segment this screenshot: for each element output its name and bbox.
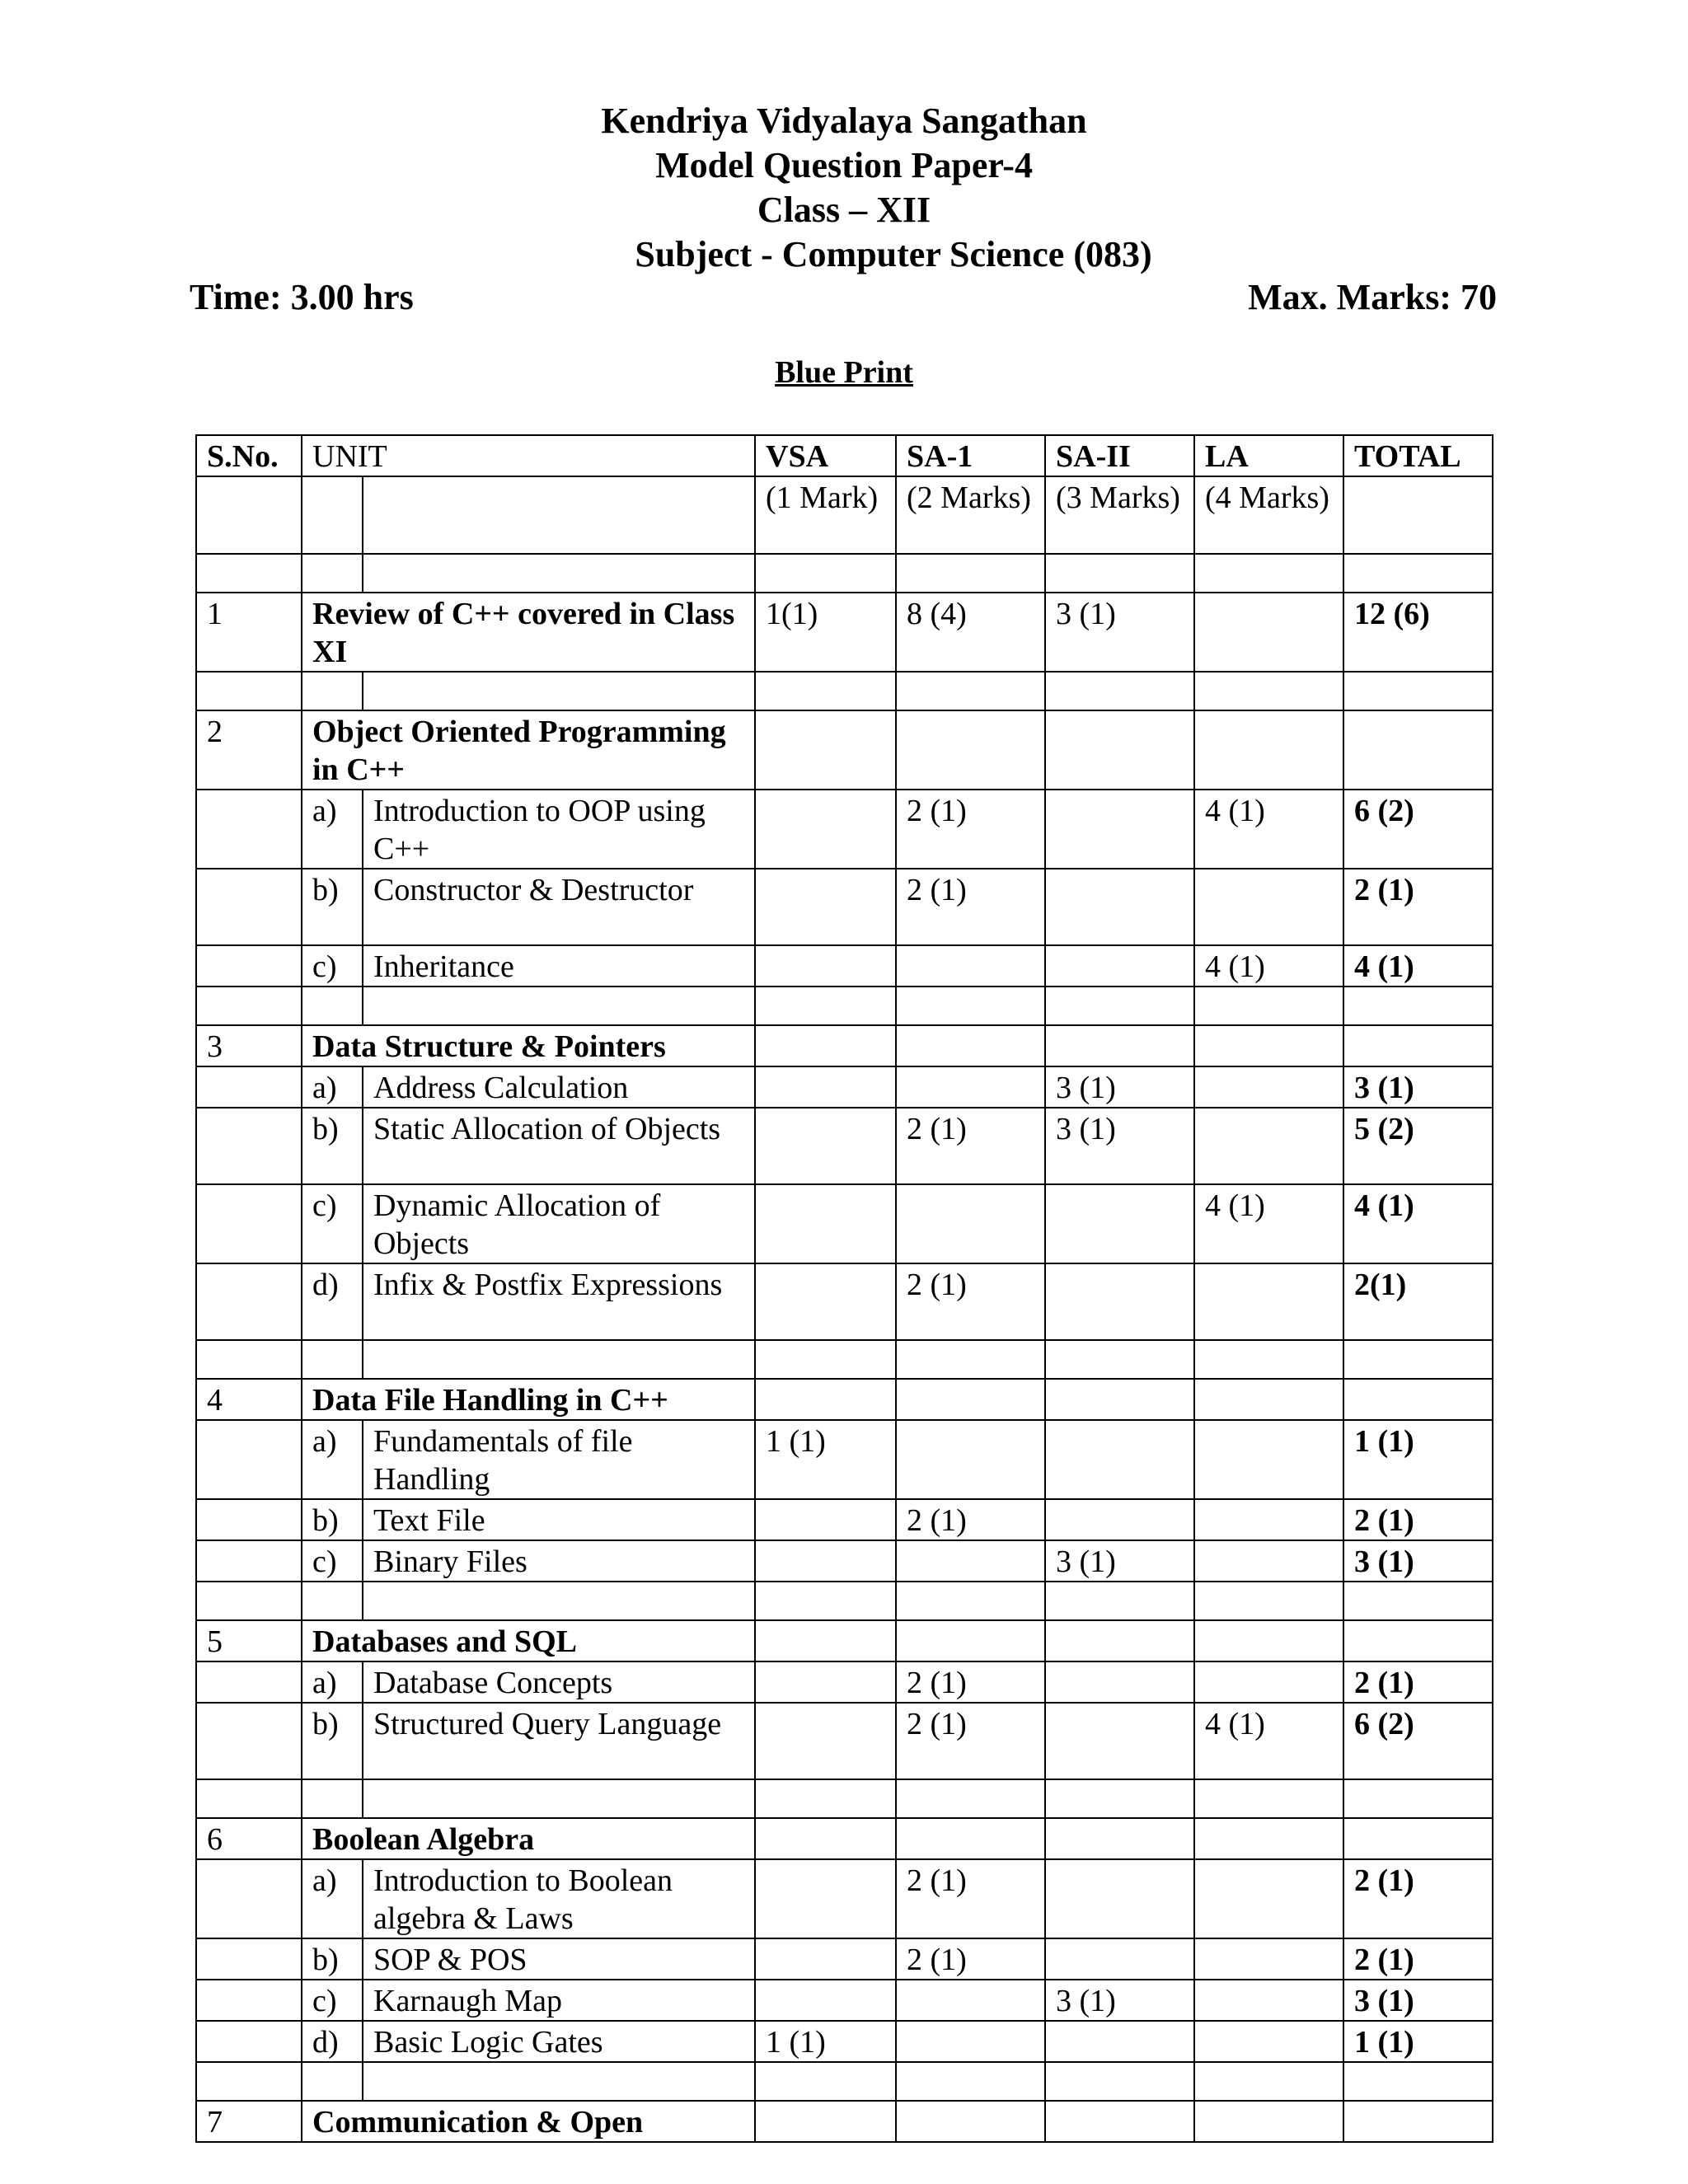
topic-letter-cell: a)	[302, 790, 363, 869]
vsa-cell	[755, 1263, 896, 1340]
total-cell: 4 (1)	[1343, 1184, 1493, 1263]
sa1-cell: 2 (1)	[896, 869, 1045, 945]
table-cell	[196, 869, 302, 945]
la-cell	[1194, 1938, 1343, 1980]
table-cell	[1343, 1582, 1493, 1620]
table-cell	[1194, 1582, 1343, 1620]
table-cell	[196, 1108, 302, 1184]
table-cell	[896, 987, 1045, 1025]
topic-row	[196, 1980, 1493, 2021]
table-cell	[302, 1340, 363, 1379]
unit-name-cell: Object Oriented Programming in C++	[302, 710, 755, 790]
total-cell: 3 (1)	[1343, 1540, 1493, 1582]
table-cell	[363, 987, 755, 1025]
la-cell	[1194, 1661, 1343, 1703]
sa2-cell	[1045, 1661, 1194, 1703]
la-cell	[1194, 1859, 1343, 1938]
table-cell	[196, 1499, 302, 1540]
sa1-cell: 2 (1)	[896, 790, 1045, 869]
sa1-cell	[896, 2101, 1045, 2142]
topic-row	[196, 1703, 1493, 1779]
header-la: LA	[1194, 435, 1343, 476]
table-subheader-row	[196, 476, 1493, 554]
table-cell	[196, 1779, 302, 1818]
subheader-sa2: (3 Marks)	[1045, 476, 1194, 554]
table-cell	[196, 1066, 302, 1108]
sa2-cell	[1045, 2101, 1194, 2142]
table-cell	[896, 554, 1045, 593]
table-cell	[896, 672, 1045, 710]
la-cell: 4 (1)	[1194, 1703, 1343, 1779]
topic-row	[196, 1540, 1493, 1582]
vsa-cell	[755, 710, 896, 790]
header-total: TOTAL	[1343, 435, 1493, 476]
la-cell	[1194, 2021, 1343, 2062]
topic-letter-cell: b)	[302, 1108, 363, 1184]
unit-name-cell: Data File Handling in C++	[302, 1379, 755, 1420]
table-cell	[1343, 2062, 1493, 2101]
table-cell	[1045, 672, 1194, 710]
table-cell	[755, 987, 896, 1025]
topic-name-cell: Constructor & Destructor	[363, 869, 755, 945]
topic-row	[196, 1108, 1493, 1184]
table-cell	[755, 672, 896, 710]
unit-name-cell: Data Structure & Pointers	[302, 1025, 755, 1066]
sa1-cell	[896, 1980, 1045, 2021]
topic-row	[196, 1661, 1493, 1703]
sno-cell: 7	[196, 2101, 302, 2142]
vsa-cell: 1(1)	[755, 593, 896, 672]
vsa-cell	[755, 790, 896, 869]
table-cell	[896, 1340, 1045, 1379]
table-cell	[363, 2062, 755, 2101]
topic-row	[196, 1066, 1493, 1108]
la-cell	[1194, 710, 1343, 790]
vsa-cell	[755, 1980, 896, 2021]
sa2-cell	[1045, 945, 1194, 987]
la-cell	[1194, 1379, 1343, 1420]
vsa-cell	[755, 1499, 896, 1540]
total-cell: 1 (1)	[1343, 1420, 1493, 1499]
topic-name-cell: Structured Query Language	[363, 1703, 755, 1779]
table-cell	[1194, 2062, 1343, 2101]
table-cell	[1343, 1340, 1493, 1379]
sa2-cell: 3 (1)	[1045, 1108, 1194, 1184]
table-cell	[196, 1938, 302, 1980]
sa1-cell	[896, 1184, 1045, 1263]
total-cell: 4 (1)	[1343, 945, 1493, 987]
total-cell: 2 (1)	[1343, 1661, 1493, 1703]
table-cell	[755, 554, 896, 593]
table-cell	[302, 476, 363, 554]
topic-name-cell: Basic Logic Gates	[363, 2021, 755, 2062]
table-cell	[1343, 476, 1493, 554]
la-cell	[1194, 1818, 1343, 1859]
topic-letter-cell: c)	[302, 945, 363, 987]
table-cell	[196, 1420, 302, 1499]
topic-row	[196, 1938, 1493, 1980]
sa2-cell	[1045, 1420, 1194, 1499]
topic-row	[196, 1184, 1493, 1263]
table-cell	[196, 1540, 302, 1582]
vsa-cell	[755, 1620, 896, 1661]
org-title: Kendriya Vidyalaya Sangathan	[601, 101, 1087, 141]
total-cell	[1343, 710, 1493, 790]
blue-print-title: Blue Print	[775, 355, 913, 390]
total-cell	[1343, 1025, 1493, 1066]
topic-name-cell: Binary Files	[363, 1540, 755, 1582]
table-cell	[196, 1661, 302, 1703]
sa2-cell	[1045, 1263, 1194, 1340]
table-cell	[755, 1582, 896, 1620]
table-cell	[196, 945, 302, 987]
table-cell	[302, 987, 363, 1025]
sa1-cell	[896, 1818, 1045, 1859]
table-cell	[196, 1980, 302, 2021]
table-cell	[896, 2062, 1045, 2101]
topic-row	[196, 945, 1493, 987]
sa1-cell: 2 (1)	[896, 1661, 1045, 1703]
la-cell	[1194, 1108, 1343, 1184]
unit-name-cell: Boolean Algebra	[302, 1818, 755, 1859]
table-cell	[196, 2062, 302, 2101]
topic-name-cell: Static Allocation of Objects	[363, 1108, 755, 1184]
vsa-cell	[755, 1025, 896, 1066]
blue-print-table	[195, 434, 1493, 2143]
table-cell	[1194, 1779, 1343, 1818]
table-cell	[196, 1340, 302, 1379]
la-cell: 4 (1)	[1194, 1184, 1343, 1263]
header-unit: UNIT	[302, 435, 755, 476]
total-cell	[1343, 1379, 1493, 1420]
la-cell	[1194, 1540, 1343, 1582]
topic-name-cell: Database Concepts	[363, 1661, 755, 1703]
table-cell	[196, 1859, 302, 1938]
table-cell	[196, 672, 302, 710]
topic-row	[196, 1263, 1493, 1340]
sa1-cell	[896, 1620, 1045, 1661]
topic-letter-cell: a)	[302, 1420, 363, 1499]
total-cell	[1343, 1620, 1493, 1661]
vsa-cell	[755, 1859, 896, 1938]
topic-letter-cell: b)	[302, 869, 363, 945]
topic-letter-cell: a)	[302, 1661, 363, 1703]
topic-letter-cell: a)	[302, 1066, 363, 1108]
sa1-cell: 2 (1)	[896, 1499, 1045, 1540]
topic-letter-cell: c)	[302, 1980, 363, 2021]
sa1-cell: 2 (1)	[896, 1108, 1045, 1184]
vsa-cell	[755, 1703, 896, 1779]
vsa-cell	[755, 1818, 896, 1859]
unit-row	[196, 593, 1493, 672]
spacer-row	[196, 1779, 1493, 1818]
table-cell	[196, 476, 302, 554]
table-cell	[1194, 1340, 1343, 1379]
sa2-cell	[1045, 1184, 1194, 1263]
total-cell: 2 (1)	[1343, 869, 1493, 945]
topic-letter-cell: c)	[302, 1184, 363, 1263]
table-cell	[1194, 554, 1343, 593]
class-title: Class – XII	[757, 190, 931, 230]
topic-row	[196, 790, 1493, 869]
table-cell	[302, 2062, 363, 2101]
vsa-cell: 1 (1)	[755, 1420, 896, 1499]
table-cell	[1045, 554, 1194, 593]
table-cell	[1045, 1582, 1194, 1620]
unit-name-cell: Review of C++ covered in Class XI	[302, 593, 755, 672]
vsa-cell	[755, 869, 896, 945]
la-cell	[1194, 1620, 1343, 1661]
table-cell	[363, 554, 755, 593]
sno-cell: 6	[196, 1818, 302, 1859]
unit-row	[196, 710, 1493, 790]
la-cell	[1194, 869, 1343, 945]
spacer-row	[196, 1340, 1493, 1379]
la-cell	[1194, 1499, 1343, 1540]
table-cell	[363, 476, 755, 554]
sa1-cell	[896, 710, 1045, 790]
spacer-row	[196, 672, 1493, 710]
topic-name-cell: Fundamentals of file Handling	[363, 1420, 755, 1499]
total-cell: 12 (6)	[1343, 593, 1493, 672]
table-cell	[302, 554, 363, 593]
total-cell: 2 (1)	[1343, 1499, 1493, 1540]
sa2-cell: 3 (1)	[1045, 1540, 1194, 1582]
table-cell	[196, 2021, 302, 2062]
table-cell	[1194, 672, 1343, 710]
topic-name-cell: SOP & POS	[363, 1938, 755, 1980]
sa2-cell	[1045, 1620, 1194, 1661]
topic-name-cell: Introduction to Boolean algebra & Laws	[363, 1859, 755, 1938]
table-cell	[196, 790, 302, 869]
topic-name-cell: Dynamic Allocation of Objects	[363, 1184, 755, 1263]
topic-name-cell: Address Calculation	[363, 1066, 755, 1108]
sa2-cell	[1045, 869, 1194, 945]
topic-row	[196, 2021, 1493, 2062]
sa2-cell: 3 (1)	[1045, 1980, 1194, 2021]
spacer-row	[196, 554, 1493, 593]
la-cell	[1194, 1420, 1343, 1499]
time-label: Time: 3.00 hrs	[190, 277, 414, 317]
table-cell	[1343, 987, 1493, 1025]
topic-letter-cell: d)	[302, 2021, 363, 2062]
table-cell	[1343, 672, 1493, 710]
table-cell	[196, 987, 302, 1025]
sa1-cell: 2 (1)	[896, 1938, 1045, 1980]
topic-letter-cell: b)	[302, 1703, 363, 1779]
vsa-cell	[755, 945, 896, 987]
header-vsa: VSA	[755, 435, 896, 476]
table-cell	[363, 672, 755, 710]
table-cell	[1045, 2062, 1194, 2101]
topic-row	[196, 1420, 1493, 1499]
sa1-cell: 2 (1)	[896, 1859, 1045, 1938]
sa1-cell	[896, 1025, 1045, 1066]
sno-cell: 3	[196, 1025, 302, 1066]
total-cell: 1 (1)	[1343, 2021, 1493, 2062]
subject-title: Subject - Computer Science (083)	[635, 234, 1152, 274]
topic-letter-cell: b)	[302, 1499, 363, 1540]
sa1-cell: 2 (1)	[896, 1703, 1045, 1779]
sa1-cell	[896, 2021, 1045, 2062]
table-cell	[196, 554, 302, 593]
sa2-cell: 3 (1)	[1045, 1066, 1194, 1108]
topic-name-cell: Infix & Postfix Expressions	[363, 1263, 755, 1340]
table-cell	[196, 1703, 302, 1779]
sno-cell: 4	[196, 1379, 302, 1420]
table-cell	[1045, 987, 1194, 1025]
total-cell: 3 (1)	[1343, 1066, 1493, 1108]
table-cell	[363, 1779, 755, 1818]
unit-row	[196, 1379, 1493, 1420]
vsa-cell	[755, 1661, 896, 1703]
total-cell: 6 (2)	[1343, 1703, 1493, 1779]
table-header-row	[196, 435, 1493, 476]
sno-cell: 1	[196, 593, 302, 672]
topic-row	[196, 869, 1493, 945]
vsa-cell: 1 (1)	[755, 2021, 896, 2062]
la-cell	[1194, 2101, 1343, 2142]
sa2-cell	[1045, 710, 1194, 790]
vsa-cell	[755, 1379, 896, 1420]
table-cell	[755, 2062, 896, 2101]
la-cell: 4 (1)	[1194, 945, 1343, 987]
table-cell	[1194, 987, 1343, 1025]
total-cell: 6 (2)	[1343, 790, 1493, 869]
unit-row	[196, 1025, 1493, 1066]
total-cell: 2 (1)	[1343, 1938, 1493, 1980]
la-cell	[1194, 593, 1343, 672]
table-cell	[1343, 1779, 1493, 1818]
sa1-cell	[896, 1066, 1045, 1108]
topic-letter-cell: b)	[302, 1938, 363, 1980]
sno-cell: 5	[196, 1620, 302, 1661]
sa2-cell	[1045, 1703, 1194, 1779]
vsa-cell	[755, 1184, 896, 1263]
table-cell	[755, 1779, 896, 1818]
table-cell	[755, 1340, 896, 1379]
table-cell	[196, 1263, 302, 1340]
sa2-cell	[1045, 1859, 1194, 1938]
table-cell	[896, 1779, 1045, 1818]
total-cell: 2(1)	[1343, 1263, 1493, 1340]
table-cell	[363, 1582, 755, 1620]
table-cell	[302, 1582, 363, 1620]
sa1-cell	[896, 945, 1045, 987]
header-sa1: SA-1	[896, 435, 1045, 476]
la-cell	[1194, 1980, 1343, 2021]
total-cell: 2 (1)	[1343, 1859, 1493, 1938]
header-sa2: SA-II	[1045, 435, 1194, 476]
sa1-cell: 8 (4)	[896, 593, 1045, 672]
unit-name-cell: Databases and SQL	[302, 1620, 755, 1661]
unit-row	[196, 1818, 1493, 1859]
sa2-cell: 3 (1)	[1045, 593, 1194, 672]
sa2-cell	[1045, 1938, 1194, 1980]
table-cell	[302, 1779, 363, 1818]
unit-name-cell: Communication & Open	[302, 2101, 755, 2142]
topic-letter-cell: a)	[302, 1859, 363, 1938]
table-cell	[196, 1184, 302, 1263]
sa2-cell	[1045, 790, 1194, 869]
topic-letter-cell: d)	[302, 1263, 363, 1340]
spacer-row	[196, 987, 1493, 1025]
sa1-cell	[896, 1379, 1045, 1420]
table-cell	[896, 1582, 1045, 1620]
blue-print-heading	[0, 354, 1688, 391]
topic-name-cell: Inheritance	[363, 945, 755, 987]
topic-name-cell: Karnaugh Map	[363, 1980, 755, 2021]
sa1-cell	[896, 1420, 1045, 1499]
subheader-vsa: (1 Mark)	[755, 476, 896, 554]
sa1-cell: 2 (1)	[896, 1263, 1045, 1340]
unit-row	[196, 1620, 1493, 1661]
vsa-cell	[755, 1540, 896, 1582]
la-cell	[1194, 1066, 1343, 1108]
header-sno: S.No.	[196, 435, 302, 476]
table-cell	[363, 1340, 755, 1379]
total-cell	[1343, 2101, 1493, 2142]
table-cell	[302, 672, 363, 710]
sa2-cell	[1045, 1499, 1194, 1540]
la-cell	[1194, 1263, 1343, 1340]
table-body	[196, 435, 1493, 2142]
vsa-cell	[755, 1108, 896, 1184]
total-cell: 3 (1)	[1343, 1980, 1493, 2021]
table-cell	[1045, 1340, 1194, 1379]
spacer-row	[196, 2062, 1493, 2101]
spacer-row	[196, 1582, 1493, 1620]
vsa-cell	[755, 1066, 896, 1108]
vsa-cell	[755, 2101, 896, 2142]
total-cell	[1343, 1818, 1493, 1859]
topic-name-cell: Introduction to OOP using C++	[363, 790, 755, 869]
la-cell	[1194, 1025, 1343, 1066]
topic-name-cell: Text File	[363, 1499, 755, 1540]
table-cell	[1343, 554, 1493, 593]
sa2-cell	[1045, 1818, 1194, 1859]
sa2-cell	[1045, 2021, 1194, 2062]
la-cell: 4 (1)	[1194, 790, 1343, 869]
paper-title: Model Question Paper-4	[655, 145, 1033, 185]
sno-cell: 2	[196, 710, 302, 790]
vsa-cell	[755, 1938, 896, 1980]
table-cell	[1045, 1779, 1194, 1818]
total-cell: 5 (2)	[1343, 1108, 1493, 1184]
sa2-cell	[1045, 1379, 1194, 1420]
topic-row	[196, 1499, 1493, 1540]
topic-row	[196, 1859, 1493, 1938]
sa1-cell	[896, 1540, 1045, 1582]
unit-row	[196, 2101, 1493, 2142]
subheader-sa1: (2 Marks)	[896, 476, 1045, 554]
max-marks-label: Max. Marks: 70	[1248, 277, 1497, 317]
sa2-cell	[1045, 1025, 1194, 1066]
table-cell	[196, 1582, 302, 1620]
topic-letter-cell: c)	[302, 1540, 363, 1582]
subheader-la: (4 Marks)	[1194, 476, 1343, 554]
